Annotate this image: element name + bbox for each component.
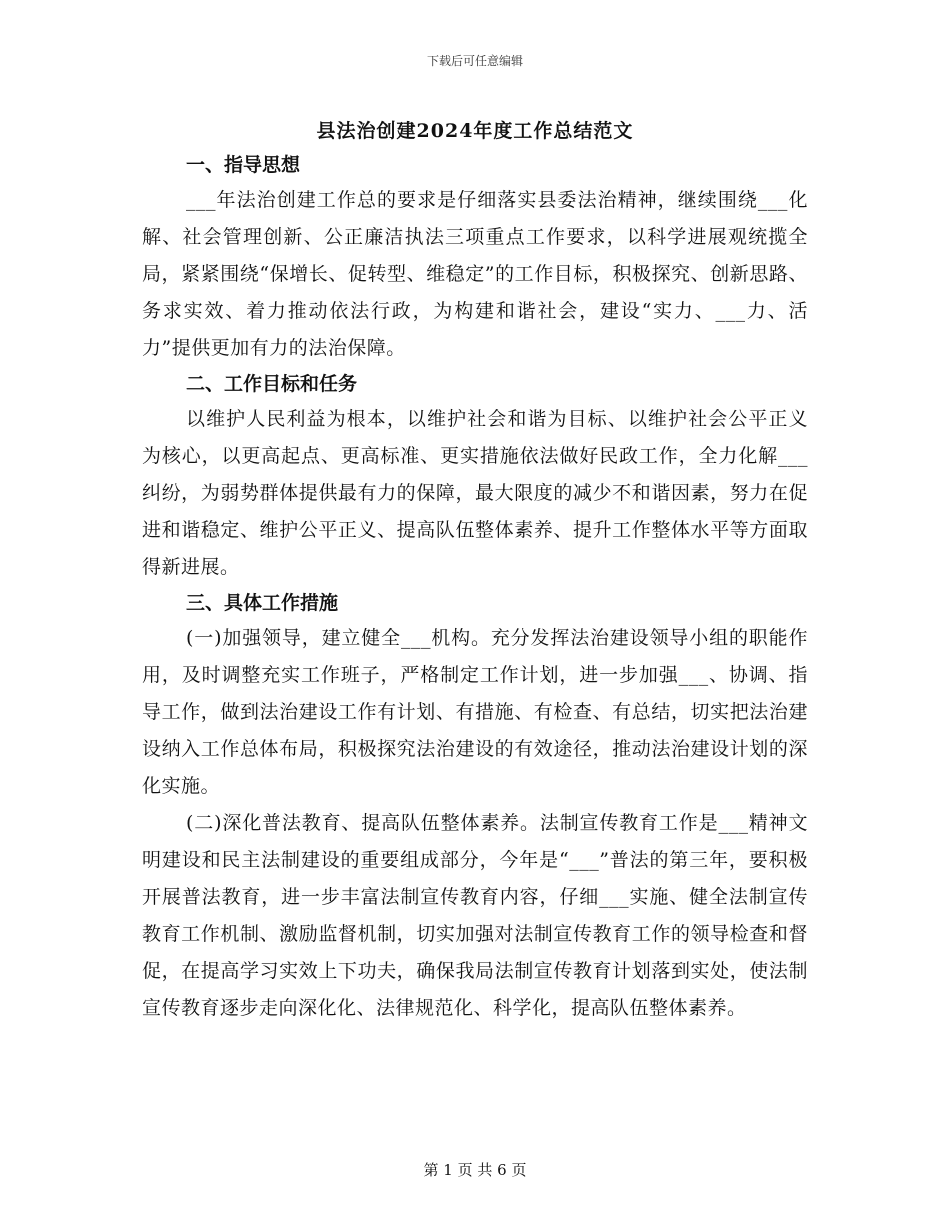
paragraph: (一)加强领导，建立健全___机构。充分发挥法治建设领导小组的职能作用，及时调整充实工作班子，严格制定工作计划，进一步加强___、协调、指导工作，做到法治建设工作有计划、有措施、有检查、有总结，切实把法治建设纳入工作总体布局，积极探究法治建设的有效途径，推动法治建设计划的深化实施。 xyxy=(142,627,808,797)
section-heading: 一、指导思想 xyxy=(186,154,301,176)
paragraph: ___年法治创建工作总的要求是仔细落实县委法治精神，继续围绕___化解、社会管理创新、公正廉洁执法三项重点工作要求，以科学进展观统揽全局，紧紧围绕“保增长、促转型、维稳定”的工作目标，积极探究、创新思路、务求实效、着力推动依法行政，为构建和谐社会，建设“实力、___力、活力”提供更加有力的法治保障。 xyxy=(142,189,808,359)
document-body xyxy=(142,148,808,1027)
page-header-note: 下载后可任意编辑 xyxy=(426,54,523,68)
document-title: 县法治创建2024年度工作总结范文 xyxy=(316,120,634,142)
paragraph: 以维护人民利益为根本，以维护社会和谐为目标、以维护社会公平正义为核心，以更高起点、更高标准、更实措施依法做好民政工作，全力化解___纠纷，为弱势群体提供最有力的保障，最大限度的减少不和谐因素，努力在促进和谐稳定、维护公平正义、提高队伍整体素养、提升工作整体水平等方面取得新进展。 xyxy=(142,408,808,578)
paragraph: (二)深化普法教育、提高队伍整体素养。法制宣传教育工作是___精神文明建设和民主法制建设的重要组成部分，今年是“___”普法的第三年，要积极开展普法教育，进一步丰富法制宣传教育内容，仔细___实施、健全法制宣传教育工作机制、激励监督机制，切实加强对法制宣传教育工作的领导检查和督促，在提高学习实效上下功夫，确保我局法制宣传教育计划落到实处，使法制宣传教育逐步走向深化化、法律规范化、科学化，提高队伍整体素养。 xyxy=(142,812,808,1019)
section-heading: 二、工作目标和任务 xyxy=(186,373,358,395)
section-heading: 三、具体工作措施 xyxy=(186,592,339,614)
page-number: 第 1 页 共 6 页 xyxy=(423,1161,527,1179)
